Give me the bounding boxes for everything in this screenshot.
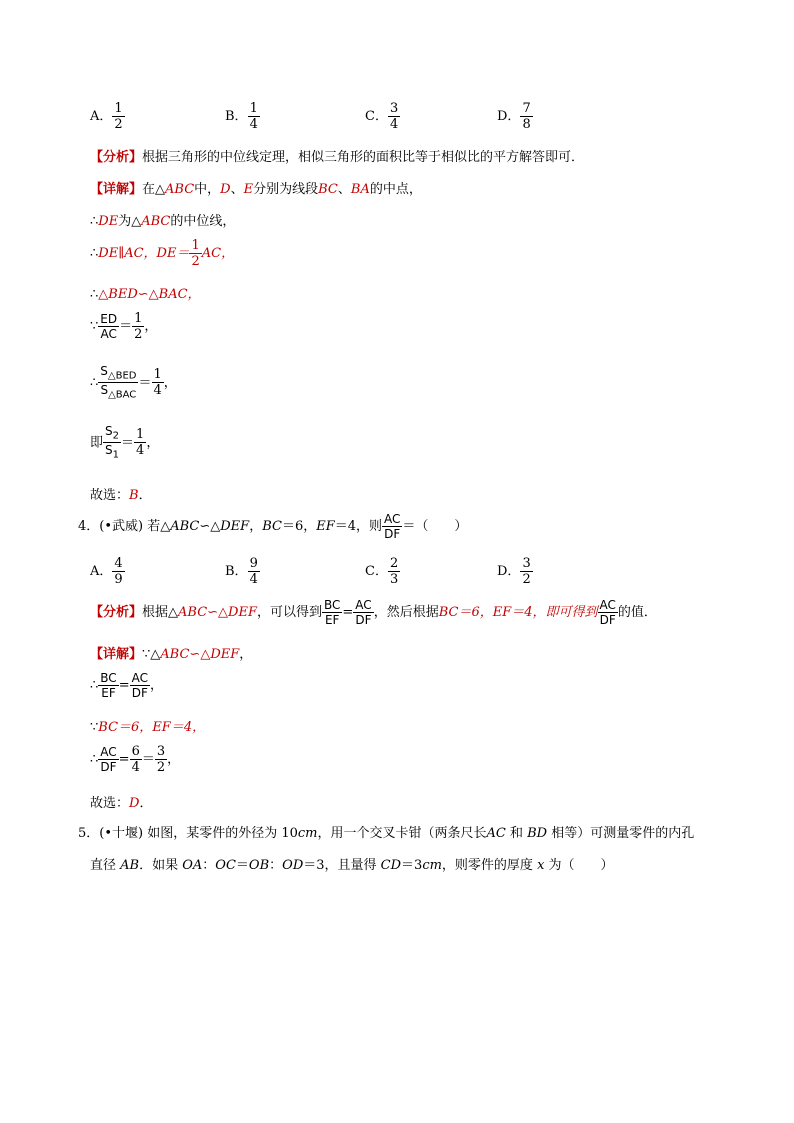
- because: ∵: [90, 720, 99, 735]
- denominator: 4: [153, 383, 162, 399]
- analysis-text: 根据三角形的中位线定理，相似三角形的面积比等于相似比的平方解答即可．: [142, 150, 585, 165]
- text: 根据△: [142, 605, 179, 620]
- math: OC: [215, 858, 236, 873]
- math: EF: [316, 519, 335, 534]
- fraction: [98, 671, 118, 700]
- text: •十堰) 如图，某零件的外径为 10: [104, 826, 298, 841]
- text: ＝6，: [281, 519, 317, 534]
- option-label: B．: [225, 564, 248, 579]
- math: OA: [182, 858, 203, 873]
- q4-detail-line-4: [90, 744, 180, 775]
- math: ABC∽△DEF: [160, 647, 240, 662]
- subscript: △BED: [107, 370, 137, 382]
- text: ，: [167, 752, 181, 767]
- fraction: [98, 312, 119, 341]
- numerator: AC: [384, 512, 401, 526]
- q3-option-a: [90, 101, 125, 132]
- text: ，可以得到: [256, 605, 322, 620]
- q3-option-c: [365, 101, 400, 132]
- denominator: EF: [101, 686, 116, 700]
- text: ，然后根据: [373, 605, 439, 620]
- numerator: 2: [389, 556, 399, 571]
- numerator: BC: [100, 671, 117, 685]
- math: ABC: [141, 214, 171, 229]
- math: AB: [120, 858, 140, 873]
- denominator: 2: [156, 760, 166, 775]
- text: 为△: [118, 214, 142, 229]
- option-fraction: [248, 101, 260, 132]
- denominator: 2: [191, 254, 200, 269]
- q4-option-d: [497, 556, 533, 587]
- fraction: [134, 427, 146, 458]
- subscript: 1: [112, 449, 120, 461]
- denominator: DF: [131, 686, 148, 700]
- q3-option-b: [225, 101, 260, 132]
- therefore: ∴: [90, 214, 99, 229]
- option-fraction: [112, 556, 124, 587]
- option-fraction: [520, 101, 532, 132]
- text: S: [105, 443, 113, 458]
- text: ＝3: [401, 858, 423, 873]
- q4-analysis: [90, 598, 657, 627]
- fraction: [130, 671, 150, 700]
- math: BC: [98, 720, 119, 735]
- math: ＝6，: [458, 605, 493, 620]
- option-label: A．: [90, 564, 113, 579]
- text: 即: [90, 435, 104, 451]
- option-fraction: [388, 101, 400, 132]
- subscript: △BAC: [108, 389, 137, 401]
- math: OB: [248, 858, 270, 873]
- text: 在△: [142, 182, 166, 197]
- denominator: 4: [249, 572, 258, 587]
- option-label: D．: [497, 109, 521, 124]
- math: EF: [492, 605, 512, 620]
- denominator: AC: [100, 327, 117, 341]
- q3-detail-line-7: [90, 424, 159, 462]
- q4-detail-line-2: [90, 671, 163, 700]
- fraction: [155, 744, 167, 775]
- analysis-tag: 【分析】: [90, 150, 143, 165]
- text: 相等）可测量零件的内孔: [547, 826, 695, 841]
- text: ，: [239, 647, 253, 662]
- q4-answer: [90, 792, 152, 811]
- answer-letter: D: [129, 796, 140, 811]
- q5-stem-line-1: [78, 822, 694, 841]
- math: D: [220, 182, 231, 197]
- q4-option-c: [365, 556, 400, 587]
- q4-option-b: [225, 556, 260, 587]
- equals: ＝: [119, 319, 133, 334]
- option-fraction: [248, 556, 260, 587]
- numerator: ED: [100, 312, 118, 326]
- text: 的值．: [617, 605, 657, 620]
- q3-answer: [90, 484, 152, 503]
- math: DE: [98, 214, 119, 229]
- text: 故选：: [90, 796, 130, 811]
- math: E: [243, 182, 254, 197]
- q5-stem-line-2: [90, 854, 614, 873]
- denominator: 4: [389, 117, 399, 132]
- option-label: C．: [365, 109, 388, 124]
- text: 4．(: [78, 519, 105, 534]
- math: EF: [152, 720, 171, 735]
- option-label: D．: [497, 564, 521, 579]
- fraction: [152, 367, 164, 398]
- option-label: A．: [90, 109, 113, 124]
- detail-tag: 【详解】: [90, 647, 143, 662]
- option-fraction: [388, 556, 400, 587]
- text: ．: [139, 796, 153, 811]
- math: AC: [486, 826, 506, 841]
- text: S: [105, 424, 113, 438]
- q3-detail-line-1: [90, 178, 422, 197]
- math: ABC∽△DEF: [178, 605, 257, 620]
- text: ，: [146, 435, 160, 451]
- text: ：: [202, 858, 216, 873]
- math: BC: [438, 605, 459, 620]
- q3-detail-line-4: [90, 283, 201, 302]
- equals: ＝: [141, 752, 155, 767]
- math: OD: [282, 858, 304, 873]
- denominator: DF: [355, 613, 372, 627]
- denominator: 2: [522, 572, 531, 587]
- text: 分别为线段: [253, 182, 319, 197]
- math: ＝6，: [118, 720, 153, 735]
- text: ，用一个交叉卡钳（两条尺长: [317, 826, 487, 841]
- text: 、: [230, 182, 244, 197]
- math: BA: [350, 182, 370, 197]
- fraction: [132, 311, 144, 342]
- text: 5．(: [78, 826, 105, 841]
- denominator: DF: [384, 527, 401, 541]
- denominator: DF: [599, 613, 616, 627]
- text: 和: [505, 826, 528, 841]
- text: S: [100, 364, 108, 378]
- text: ＝4，则: [334, 519, 383, 534]
- option-fraction: [112, 101, 124, 132]
- q3-detail-line-6: [90, 364, 177, 402]
- denominator: 4: [131, 760, 140, 775]
- math: ABC: [170, 519, 200, 534]
- denominator: 4: [136, 443, 145, 459]
- equals: ＝: [138, 375, 152, 391]
- q4-option-a: [90, 556, 125, 587]
- numerator: BC: [323, 598, 341, 612]
- numerator: AC: [100, 745, 117, 759]
- math: BD: [527, 826, 548, 841]
- text: ．: [138, 488, 152, 503]
- denominator: 2: [134, 327, 143, 342]
- numerator: 1: [249, 101, 258, 116]
- numerator: AC: [355, 598, 372, 612]
- math: DE∥AC，DE＝: [98, 246, 190, 261]
- fraction: [382, 512, 402, 541]
- answer-letter: B: [129, 488, 139, 503]
- option-label: C．: [365, 564, 388, 579]
- numerator: 7: [522, 101, 531, 116]
- text: 、: [337, 182, 351, 197]
- text: ，: [144, 319, 158, 334]
- fraction: [98, 364, 138, 402]
- denominator: 8: [522, 117, 531, 132]
- text: ＝3，且量得: [303, 858, 381, 873]
- text: ，则零件的厚度: [441, 858, 538, 873]
- text: 中，: [194, 182, 221, 197]
- text: ∽△: [199, 519, 221, 534]
- math: ＝4，即可得到: [511, 605, 598, 620]
- q3-analysis: [90, 146, 584, 165]
- text: 为（ ）: [544, 858, 614, 873]
- math: ＝4，: [170, 720, 206, 735]
- text: 直径: [90, 858, 121, 873]
- q3-detail-line-5: [90, 311, 157, 342]
- math: CD: [380, 858, 402, 873]
- q4-stem: [78, 512, 467, 541]
- numerator: AC: [599, 598, 616, 612]
- option-label: B．: [225, 109, 248, 124]
- math: DEF: [220, 519, 250, 534]
- denominator: 2: [114, 117, 123, 132]
- q3-option-d: [497, 101, 533, 132]
- denominator: 3: [389, 572, 399, 587]
- text: ，: [149, 678, 163, 693]
- q3-detail-line-2: [90, 210, 235, 229]
- numerator: 1: [153, 367, 162, 383]
- math: △BED∽△BAC，: [98, 287, 201, 302]
- because: ∵: [90, 319, 99, 334]
- numerator: 3: [389, 101, 399, 116]
- math: AC，: [201, 246, 235, 261]
- math: BC: [318, 182, 338, 197]
- text: ＝: [235, 858, 249, 873]
- numerator: 9: [249, 556, 258, 571]
- q4-detail-line-3: [90, 716, 205, 735]
- text: ∵△: [142, 647, 161, 662]
- text: 的中点，: [369, 182, 422, 197]
- equals: ＝: [121, 435, 135, 451]
- therefore: ∴: [90, 375, 99, 391]
- denominator: 9: [114, 572, 123, 587]
- fraction: [353, 598, 373, 627]
- math: cm: [297, 826, 318, 841]
- analysis-tag: 【分析】: [90, 605, 143, 620]
- text: ：: [269, 858, 283, 873]
- numerator: AC: [131, 671, 148, 685]
- text: •武威) 若△: [104, 519, 171, 534]
- text: ，: [163, 375, 177, 391]
- text: 故选：: [90, 488, 130, 503]
- subscript: 2: [112, 430, 120, 442]
- therefore: ∴: [90, 287, 99, 302]
- fraction: [103, 424, 121, 462]
- equals: =: [342, 605, 354, 620]
- numerator: 1: [114, 101, 123, 116]
- text: ．如果: [139, 858, 183, 873]
- fraction: [98, 745, 118, 774]
- denominator: 4: [249, 117, 258, 132]
- numerator: 3: [522, 556, 531, 571]
- therefore: ∴: [90, 752, 99, 767]
- fraction: [130, 744, 142, 775]
- numerator: 3: [156, 744, 166, 759]
- numerator: 6: [131, 744, 140, 759]
- denominator: DF: [100, 760, 117, 774]
- numerator: 4: [114, 556, 123, 571]
- numerator: 1: [191, 238, 200, 253]
- numerator: 1: [134, 311, 143, 326]
- denominator: EF: [324, 613, 340, 627]
- math: ABC: [165, 182, 195, 197]
- q4-detail-line-1: [90, 643, 252, 662]
- text: ＝（ ）: [402, 519, 468, 534]
- equals: =: [118, 752, 130, 767]
- equals: =: [118, 678, 130, 693]
- therefore: ∴: [90, 678, 99, 693]
- text: 的中位线，: [170, 214, 236, 229]
- text: ，: [249, 519, 263, 534]
- fraction: [322, 598, 342, 627]
- text: S: [100, 383, 109, 398]
- fraction: [189, 238, 201, 269]
- fraction: [598, 598, 618, 627]
- math: x: [537, 858, 545, 873]
- detail-tag: 【详解】: [90, 182, 143, 197]
- numerator: 1: [136, 427, 145, 443]
- option-fraction: [520, 556, 532, 587]
- q3-detail-line-3: [90, 238, 234, 269]
- therefore: ∴: [90, 246, 99, 261]
- math: cm: [422, 858, 442, 873]
- math: BC: [262, 519, 282, 534]
